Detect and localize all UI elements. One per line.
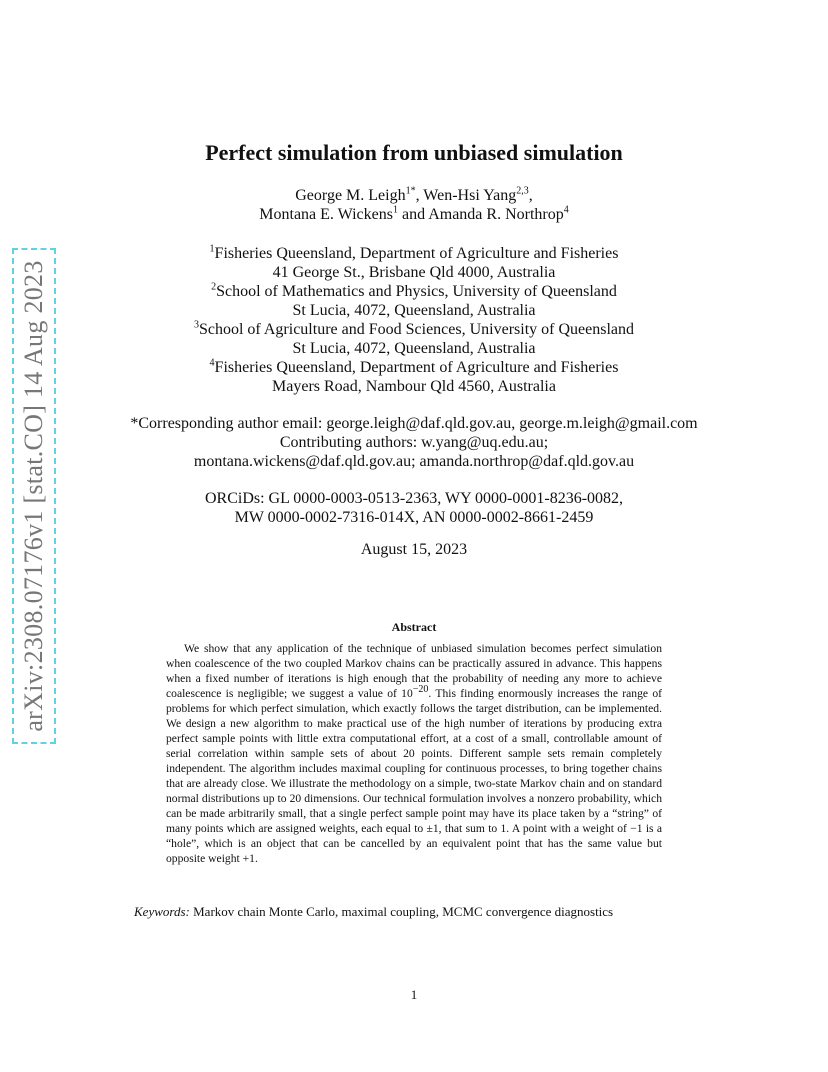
author-sep: , xyxy=(528,187,533,204)
affiliation-text: Fisheries Queensland, Department of Agriculture and Fisheries xyxy=(214,245,619,262)
abstract-text-2: . This finding enormously increases the range of problems for which perfect simulation, which exactly follows the target distribution, can be implemented. We design a new algorithm to make practical use of the high number of iterations by producing extra perfect sample points with little extra computational effort, at a cost of a small, controllable amount of serial correlation within sample sets of about 20 points. Different sample sets remain completely independent. The algorithm includes maximal coupling for continuous processes, to bring together chains that are already close. We illustrate the methodology on a simple, two-state Markov chain and on standard normal distributions up to 20 dimensions. Our technical formulation involves a nonzero probability, which can be made arbitrarily small, that a single perfect sample point may have its place taken by a “string” of many points which are assigned weights, each equal to ±1, that sum to 1. A point with a weight of −1 is a “hole”, which is an object that can be cancelled by an equivalent point that has the same value but opposite weight +1. xyxy=(166,687,662,865)
keywords-text: Markov chain Monte Carlo, maximal coupling, MCMC convergence diagnostics xyxy=(189,904,614,919)
corresponding-email: *Corresponding author email: george.leigh@daf.qld.gov.au, george.m.leigh@gmail.com xyxy=(130,415,698,432)
author-sup: 1* xyxy=(405,185,416,197)
authors-line-1 xyxy=(0,186,828,205)
affiliation-line xyxy=(0,282,828,301)
author-name: , Wen-Hsi Yang xyxy=(415,187,517,204)
keywords xyxy=(134,904,734,920)
affiliation-line: 41 George St., Brisbane Qld 4000, Australia xyxy=(272,264,556,281)
affiliation-line: St Lucia, 4072, Queensland, Australia xyxy=(292,302,536,319)
paper-title: Perfect simulation from unbiased simulation xyxy=(205,140,623,165)
affiliation-text: Fisheries Queensland, Department of Agriculture and Fisheries xyxy=(214,359,619,376)
affiliation-text: School of Mathematics and Physics, University of Queensland xyxy=(216,283,617,300)
abstract-text-1: We show that any application of the technique of unbiased simulation becomes perfect simulation when coalescence of the two coupled Markov chains can be practically assured in advance. This happens when a fixed number of iterations is high enough that the probability of needing any more to achieve coalescence is negligible; we suggest a value of 10 xyxy=(166,642,662,700)
affiliation-sup: 1 xyxy=(209,243,215,255)
affiliation-text: School of Agriculture and Food Sciences, University of Queensland xyxy=(198,321,635,338)
author-name: George M. Leigh xyxy=(295,187,406,204)
author-name: Montana E. Wickens xyxy=(259,206,393,223)
abstract-body xyxy=(166,641,662,866)
abstract-exponent: −20 xyxy=(412,684,429,696)
affiliations xyxy=(0,244,828,396)
orcid-line: ORCiDs: GL 0000-0003-0513-2363, WY 0000-0001-8236-0082, xyxy=(204,490,624,507)
affiliation-line xyxy=(0,358,828,377)
authors xyxy=(0,186,828,224)
author-sup: 4 xyxy=(563,204,569,216)
affiliation-line xyxy=(0,244,828,263)
paper-date: August 15, 2023 xyxy=(360,541,468,558)
contact-emails xyxy=(0,414,828,471)
affiliation-sup: 2 xyxy=(211,281,217,293)
affiliation-sup: 4 xyxy=(209,357,215,369)
authors-line-2 xyxy=(0,205,828,224)
contributing-emails: Contributing authors: w.yang@uq.edu.au; xyxy=(279,434,549,451)
orcids xyxy=(0,489,828,527)
author-sup: 2,3 xyxy=(516,185,529,197)
affiliation-sup: 3 xyxy=(193,319,199,331)
page-number: 1 xyxy=(410,987,418,1002)
author-sup: 1 xyxy=(392,204,398,216)
keywords-label: Keywords: xyxy=(134,904,190,919)
arxiv-stamp-text: arXiv:2308.07176v1 [stat.CO] 14 Aug 2023 xyxy=(19,260,48,732)
affiliation-line: St Lucia, 4072, Queensland, Australia xyxy=(292,340,536,357)
abstract-heading: Abstract xyxy=(391,620,437,634)
author-name: and Amanda R. Northrop xyxy=(397,206,564,223)
affiliation-line xyxy=(0,320,828,339)
orcid-line: MW 0000-0002-7316-014X, AN 0000-0002-8661-2459 xyxy=(234,509,594,526)
contributing-emails-cont: montana.wickens@daf.qld.gov.au; amanda.northrop@daf.qld.gov.au xyxy=(193,453,635,470)
affiliation-line: Mayers Road, Nambour Qld 4560, Australia xyxy=(272,378,556,395)
